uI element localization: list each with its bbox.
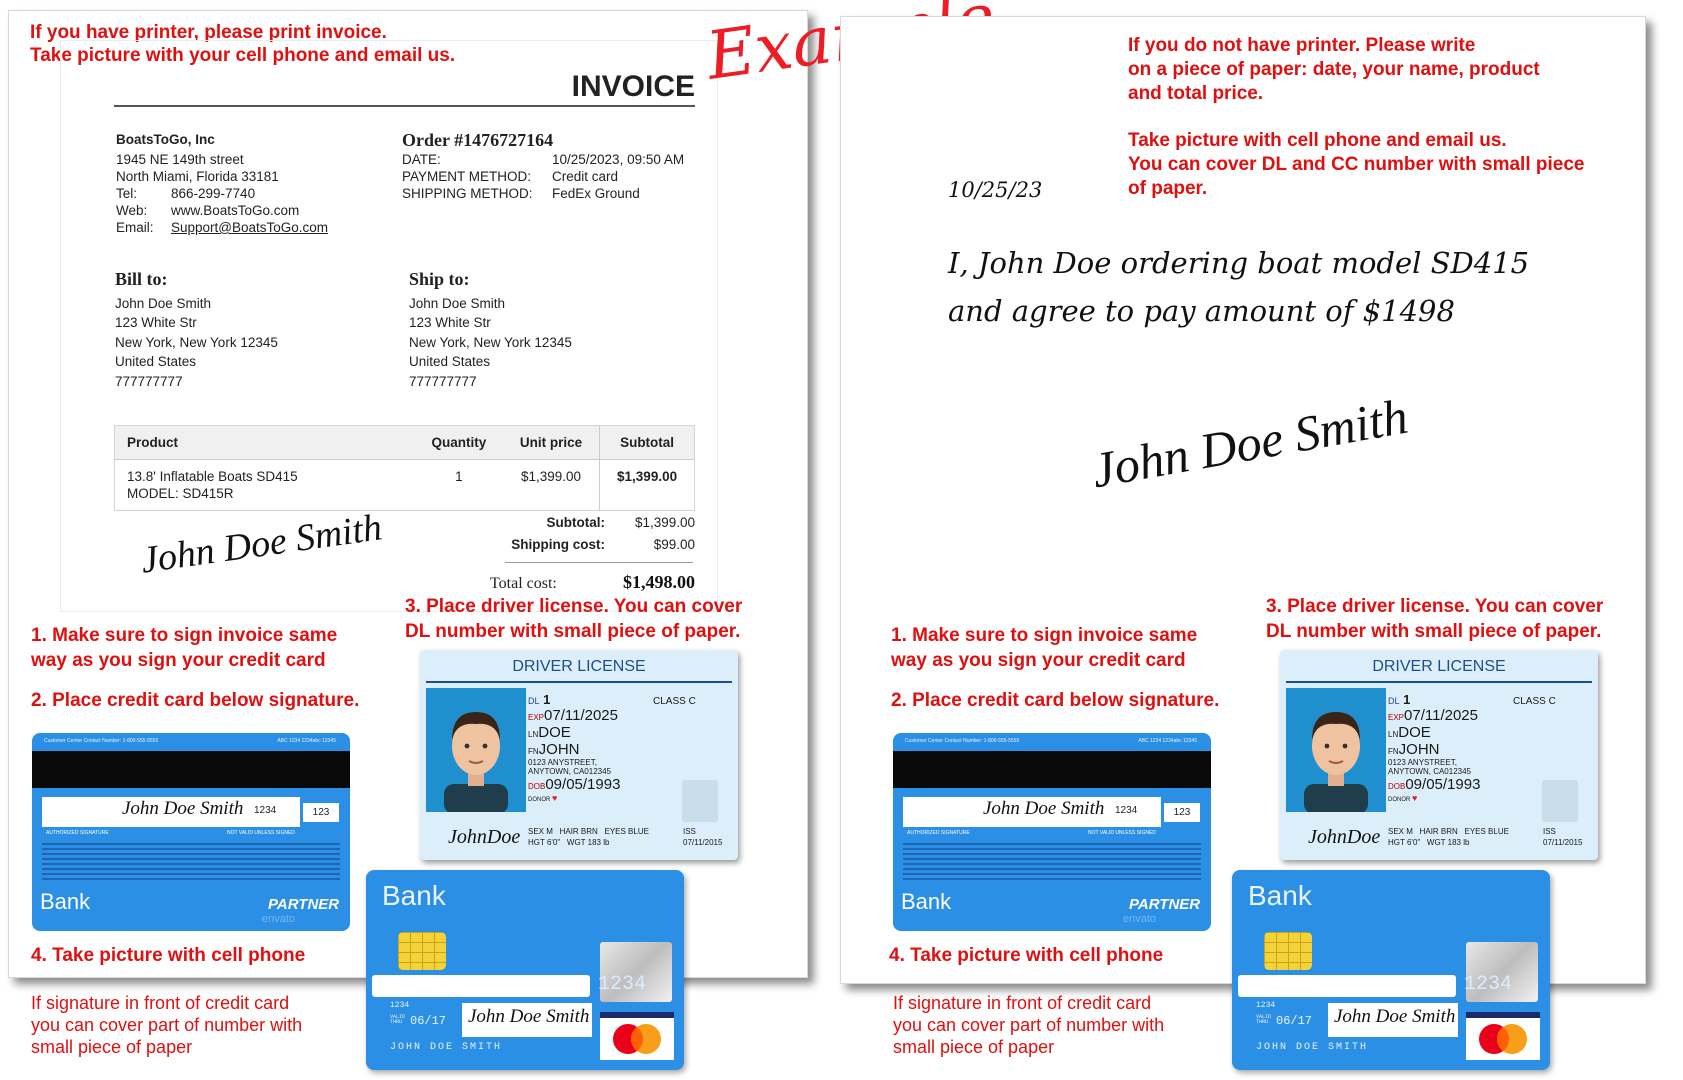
invoice-intro-line1: If you have printer, please print invoice. (30, 22, 387, 43)
invoice-title-rule (114, 105, 695, 107)
wgt-value: WGT 183 lb (566, 838, 610, 847)
invoice-title: INVOICE (571, 70, 695, 103)
license-title-rule (1286, 681, 1592, 683)
step1-line1: 1. Make sure to sign invoice same (891, 625, 1198, 646)
cvv-box: 123 (303, 803, 339, 822)
eyes-value: EYES BLUE (604, 827, 649, 836)
driver-license-right (1280, 650, 1598, 860)
product-table (114, 425, 695, 511)
auth-signature-label: AUTHORIZED SIGNATURE (907, 830, 970, 836)
step4-right: 4. Take picture with cell phone (889, 945, 1164, 966)
shipping-cost-value: $99.00 (653, 537, 695, 552)
hand-intro-line3: and total price. (1128, 83, 1264, 104)
not-valid-label: NOT VALID UNLESS SIGNED (227, 830, 295, 836)
card-front-bank: Bank (382, 880, 446, 911)
bill-to-line: 123 White Str (115, 315, 197, 330)
subtotal-label: Subtotal: (546, 515, 605, 530)
card-back-top-right: ABC 1234 1234abc 12345 (277, 738, 336, 744)
step3-right (1266, 594, 1603, 644)
col-product: Product (115, 426, 415, 460)
card-back-sig-number: 1234 (1115, 805, 1138, 816)
tel-label: Tel: (116, 186, 138, 201)
card-back-right (893, 733, 1211, 931)
sex-value: SEX M (1388, 827, 1413, 836)
bill-to-line: John Doe Smith (115, 295, 212, 311)
license-title: DRIVER LICENSE (1372, 658, 1506, 675)
card-back-top-right: ABC 1234 1234abc 12345 (1138, 738, 1197, 744)
signature-paper (1328, 1003, 1458, 1037)
card-back-sig-number: 1234 (254, 805, 277, 816)
dob-value: 09/05/1993 (545, 776, 621, 793)
license-stats (1388, 826, 1588, 848)
card-back-fineprint (903, 843, 1201, 883)
license-class: CLASS C (1513, 696, 1556, 707)
number-cover-paper (372, 975, 590, 997)
invoice-signature: John Doe Smith (138, 506, 385, 582)
card-back-fineprint (42, 843, 340, 883)
card-back-signature: John Doe Smith (983, 798, 1105, 819)
ln-value: DOE (1398, 724, 1431, 741)
dl-label: DL (1388, 696, 1400, 706)
addr-line1: 0123 ANYSTREET, (1388, 758, 1457, 767)
card-back-envato: envato (262, 913, 296, 925)
card-front-bank: Bank (1248, 880, 1312, 911)
card-back-partner: PARTNER (268, 896, 340, 913)
col-subtotal: Subtotal (600, 426, 694, 460)
card-number-tail: 1234 (1464, 973, 1513, 996)
fn-value: JOHN (1398, 741, 1440, 758)
license-ghost-photo (682, 780, 718, 822)
hand-signature: John Doe Smith (1087, 387, 1412, 499)
step1-left (31, 623, 337, 673)
totals-rule (505, 562, 693, 563)
order-block (402, 132, 702, 202)
note-line1: If signature in front of credit card (31, 993, 290, 1013)
signature-paper (462, 1003, 592, 1037)
heart-icon: ♥ (552, 793, 558, 803)
bill-to-block (115, 270, 375, 391)
bill-to-line: United States (115, 354, 197, 369)
cvv-box: 123 (1164, 803, 1200, 822)
eyes-value: EYES BLUE (1464, 827, 1509, 836)
ln-label: LN (528, 730, 539, 739)
driver-license-left (420, 650, 738, 860)
company-city: North Miami, Florida 33181 (116, 169, 279, 184)
bill-to-line: 777777777 (115, 373, 183, 389)
company-email-link[interactable]: Support@BoatsToGo.com (171, 220, 329, 235)
license-photo (1286, 688, 1386, 812)
order-shipping: FedEx Ground (552, 186, 640, 201)
card-number-tail: 1234 (598, 973, 647, 996)
number-cover-paper (1238, 975, 1456, 997)
note-left (31, 992, 302, 1058)
hand-intro-line1: If you do not have printer. Please write (1128, 35, 1476, 56)
order-number: Order #1476727164 (402, 130, 554, 150)
license-stats (528, 826, 728, 848)
hand-instr-line1: Take picture with cell phone and email us. (1128, 130, 1507, 151)
card-back-top-left: Customer Center Contact Number: 1-800-555-5555 (905, 738, 1020, 744)
dob-value: 09/05/1993 (1405, 776, 1481, 793)
total-cost-value: $1,498.00 (623, 572, 695, 592)
license-title: DRIVER LICENSE (512, 658, 646, 675)
card-small-number: 1234 (1256, 1001, 1276, 1010)
heart-icon: ♥ (1412, 793, 1418, 803)
card-expiry: 06/17 (1276, 1014, 1313, 1028)
signature-strip (42, 797, 300, 827)
license-signature: JohnDoe (1308, 826, 1381, 848)
hand-intro-line2: on a piece of paper: date, your name, product (1128, 59, 1540, 80)
iss-value: 07/11/2015 (1543, 838, 1583, 847)
hand-instr-line2: You can cover DL and CC number with small piece (1128, 154, 1585, 175)
note-right (893, 992, 1164, 1058)
subtotal-value: $1,399.00 (634, 515, 695, 530)
product-quantity: 1 (455, 469, 463, 484)
dl-value: 1 (543, 692, 551, 707)
hair-value: HAIR BRN (1419, 827, 1458, 836)
step3-line2: DL number with small piece of paper. (1266, 621, 1602, 642)
dob-label: DOB (528, 782, 546, 791)
hgt-value: HGT 6'0" (1388, 838, 1421, 847)
ship-to-line: 123 White Str (409, 315, 491, 330)
col-unit-price: Unit price (503, 426, 600, 460)
col-quantity: Quantity (415, 426, 503, 460)
step4-left: 4. Take picture with cell phone (31, 945, 306, 966)
note-line3: small piece of paper (31, 1037, 193, 1057)
ship-to-line: United States (409, 354, 491, 369)
license-signature: JohnDoe (448, 826, 521, 848)
card-back-bank: Bank (901, 889, 952, 914)
total-cost-row (490, 572, 695, 593)
email-label: Email: (116, 220, 154, 235)
order-payment-label: PAYMENT METHOD: (402, 169, 532, 184)
step1-line2: way as you sign your credit card (891, 650, 1186, 671)
addr-line2: ANYTOWN, CA012345 (1388, 767, 1471, 776)
valid-thru-label: VALID THRU (390, 1014, 406, 1025)
step1-line1: 1. Make sure to sign invoice same (31, 625, 338, 646)
wgt-value: WGT 183 lb (1426, 838, 1470, 847)
not-valid-label: NOT VALID UNLESS SIGNED (1088, 830, 1156, 836)
license-title-rule (426, 681, 732, 683)
magnetic-stripe (893, 751, 1211, 788)
company-name: BoatsToGo, Inc (116, 132, 215, 147)
step3-line1: 3. Place driver license. You can cover (405, 596, 743, 617)
product-model: MODEL: SD415R (127, 486, 234, 501)
sex-value: SEX M (528, 827, 553, 836)
card-back-top-left: Customer Center Contact Number: 1-800-555-5555 (44, 738, 159, 744)
step3-line2: DL number with small piece of paper. (405, 621, 741, 642)
iss-value: 07/11/2015 (683, 838, 723, 847)
shipping-cost-label: Shipping cost: (511, 537, 605, 552)
note-line1: If signature in front of credit card (893, 993, 1152, 1013)
step2-right: 2. Place credit card below signature. (891, 690, 1220, 711)
step1-line2: way as you sign your credit card (31, 650, 326, 671)
hand-text-line2: and agree to pay amount of $1498 (948, 294, 1455, 328)
dl-label: DL (528, 696, 540, 706)
order-date-label: DATE: (402, 152, 441, 167)
ship-to-line: John Doe Smith (409, 295, 506, 311)
ship-to-line: New York, New York 12345 (409, 334, 572, 350)
hgt-value: HGT 6'0" (528, 838, 561, 847)
chip-icon (398, 932, 446, 970)
donor-label: DONOR (528, 797, 551, 803)
hair-value: HAIR BRN (559, 827, 598, 836)
company-tel: 866-299-7740 (171, 186, 256, 201)
ship-to-line: 777777777 (409, 373, 477, 389)
ln-label: LN (1388, 730, 1399, 739)
hand-instr-line3: of paper. (1128, 178, 1208, 199)
dl-value: 1 (1403, 692, 1411, 707)
card-back-signature: John Doe Smith (122, 798, 244, 819)
hand-intro (1128, 34, 1540, 106)
card-holder: JOHN DOE SMITH (1256, 1042, 1369, 1053)
card-back-envato: envato (1123, 913, 1157, 925)
ln-value: DOE (538, 724, 571, 741)
ship-to-block (409, 270, 669, 391)
addr-line1: 0123 ANYSTREET, (528, 758, 597, 767)
mastercard-logo (600, 1012, 674, 1060)
table-row (115, 460, 694, 511)
dob-label: DOB (1388, 782, 1406, 791)
step3-line1: 3. Place driver license. You can cover (1266, 596, 1604, 617)
card-back-bank: Bank (40, 889, 91, 914)
addr-line2: ANYTOWN, CA012345 (528, 767, 611, 776)
product-name: 13.8' Inflatable Boats SD415 (127, 469, 298, 484)
fn-label: FN (528, 747, 539, 756)
step3-left (405, 594, 742, 644)
card-small-number: 1234 (390, 1001, 410, 1010)
company-street: 1945 NE 149th street (116, 152, 244, 167)
card-holder: JOHN DOE SMITH (390, 1042, 503, 1053)
bill-to-heading: Bill to: (115, 269, 168, 289)
signature-strip (903, 797, 1161, 827)
note-line2: you can cover part of number with (893, 1015, 1165, 1035)
iss-label: ISS (1543, 827, 1556, 836)
exp-label: EXP (528, 713, 545, 722)
company-block (116, 131, 416, 236)
total-cost-label: Total cost: (490, 575, 557, 592)
exp-value: 07/11/2025 (544, 707, 618, 724)
card-front-left (366, 870, 684, 1070)
hand-text-line1: I, John Doe ordering boat model SD415 (948, 246, 1530, 280)
iss-label: ISS (683, 827, 696, 836)
company-web: www.BoatsToGo.com (171, 203, 300, 218)
license-photo (426, 688, 526, 812)
mastercard-logo (1466, 1012, 1540, 1060)
card-front-signature: John Doe Smith (1334, 1006, 1456, 1027)
magnetic-stripe (32, 751, 350, 788)
chip-icon (1264, 932, 1312, 970)
exp-label: EXP (1388, 713, 1405, 722)
auth-signature-label: AUTHORIZED SIGNATURE (46, 830, 109, 836)
bill-to-line: New York, New York 12345 (115, 334, 278, 350)
product-unit-price: $1,399.00 (520, 469, 582, 484)
donor-label: DONOR (1388, 797, 1411, 803)
license-class: CLASS C (653, 696, 696, 707)
license-ghost-photo (1542, 780, 1578, 822)
product-subtotal: $1,399.00 (600, 460, 694, 511)
order-date: 10/25/2023, 09:50 AM (552, 152, 685, 167)
card-front-right (1232, 870, 1550, 1070)
invoice-intro-line2: Take picture with your cell phone and email us. (30, 45, 456, 66)
card-back-left (32, 733, 350, 931)
totals-block (470, 512, 695, 556)
hand-date: 10/25/23 (948, 178, 1043, 202)
valid-thru-label: VALID THRU (1256, 1014, 1272, 1025)
card-expiry: 06/17 (410, 1014, 447, 1028)
note-line2: you can cover part of number with (31, 1015, 303, 1035)
fn-value: JOHN (538, 741, 580, 758)
ship-to-heading: Ship to: (409, 269, 470, 289)
step2-left: 2. Place credit card below signature. (31, 690, 360, 711)
order-shipping-label: SHIPPING METHOD: (402, 186, 533, 201)
web-label: Web: (116, 203, 148, 218)
note-line3: small piece of paper (893, 1037, 1055, 1057)
card-front-signature: John Doe Smith (468, 1006, 590, 1027)
step1-right (891, 623, 1197, 673)
card-back-partner: PARTNER (1129, 896, 1201, 913)
fn-label: FN (1388, 747, 1399, 756)
exp-value: 07/11/2025 (1404, 707, 1478, 724)
hand-instructions (1128, 129, 1584, 201)
order-payment: Credit card (552, 169, 619, 184)
